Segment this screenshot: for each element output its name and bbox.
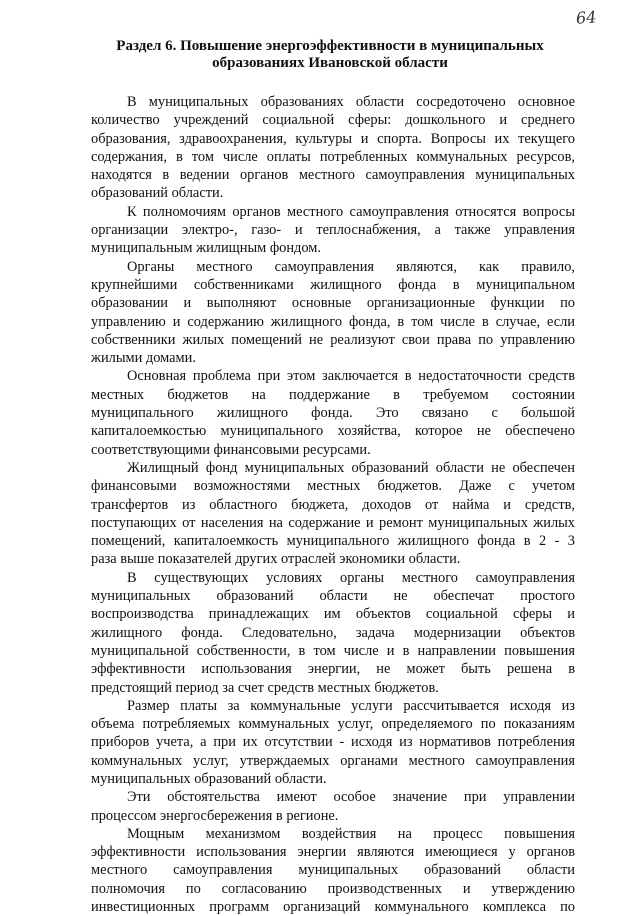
paragraph-line: находятся в ведении органов местного самоуправления муниципальных [91, 167, 575, 184]
paragraph-line: процессом энергосбережения в регионе. [91, 807, 339, 824]
paragraph-line: муниципального жилищного фонда. Это связано с большой [91, 405, 575, 422]
paragraph-line: воспроизводства принадлежащих им объектов социальной сферы и [91, 606, 575, 623]
section-title-line-1: Раздел 6. Повышение энергоэффективности в муниципальных [116, 38, 544, 54]
handwritten-page-number: 64 [575, 7, 597, 28]
paragraph [91, 788, 575, 825]
section-title-line-2: образованиях Ивановской области [212, 55, 448, 71]
paragraph-line: эффективности использования энергии являются имеющиеся у органов [91, 844, 575, 861]
paragraph-line: К полномочиям органов местного самоуправления относятся вопросы [127, 203, 575, 220]
paragraph-line: образования, здравоохранения, культуры и спорта. Вопросы их текущего [91, 130, 575, 147]
paragraph-line: капиталоемкостью муниципального хозяйства, которое не обеспечено [91, 423, 575, 440]
paragraph-line: местного самоуправления муниципальных образований области [91, 862, 575, 879]
section-title [60, 38, 600, 72]
paragraph-line: Эти обстоятельства имеют особое значение при управлении [127, 789, 575, 806]
paragraph-line: муниципальным жилищным фондом. [91, 240, 321, 257]
paragraph-line: финансовыми возможностями местных бюджетов. Даже с учетом [91, 478, 575, 495]
paragraph-line: местных бюджетов на поддержание в требуемом состоянии [91, 386, 575, 403]
paragraph-line: помещений, капиталоемкость муниципального жилищного фонда в 2 - 3 [91, 533, 575, 550]
paragraph [91, 367, 575, 458]
paragraph-line: организации электро-, газо- и теплоснабжения, а также управления [91, 222, 575, 239]
paragraph [91, 697, 575, 788]
paragraph-line: предстоящий период за счет средств местных бюджетов. [91, 679, 439, 696]
paragraph-line: Размер платы за коммунальные услуги рассчитывается исходя из [127, 697, 575, 714]
paragraph [91, 459, 575, 569]
paragraph-line: управлению и содержанию жилищного фонда, в том числе в случае, если [91, 313, 575, 330]
paragraph-line: приборов учета, а при их отсутствии - исходя из нормативов потребления [91, 734, 575, 751]
paragraph-line: поступающих от населения на содержание и ремонт муниципальных жилых [91, 514, 575, 531]
paragraph-line: В существующих условиях органы местного самоуправления [127, 569, 575, 586]
paragraph [91, 825, 575, 916]
paragraph-line: трансфертов из областного бюджета, доходов от найма и средств, [91, 496, 575, 513]
paragraph-line: содержания, в том числе оплаты потребленных коммунальных ресурсов, [91, 148, 575, 165]
paragraph-line: жилыми домами. [91, 350, 196, 367]
paragraph-line: собственники жилых помещений не реализуют свои права по управлению [91, 331, 575, 348]
paragraph-line: инвестиционных программ организаций коммунального комплекса по [91, 899, 575, 916]
paragraph-line: коммунальных услуг, утверждаемых органами местного самоуправления [91, 752, 575, 769]
paragraph-line: муниципальных образований области. [91, 770, 327, 787]
paragraph-line: раза выше показателей других отраслей экономики области. [91, 551, 461, 568]
paragraph [91, 569, 575, 697]
paragraph [91, 203, 575, 258]
paragraph-line: эффективности использования энергии, не может быть решена в [91, 661, 575, 678]
paragraph-line: крупнейшими собственниками жилищного фонда в муниципальном [91, 276, 575, 293]
paragraph-line: муниципальной собственности, в том числе и в направлении повышения [91, 642, 575, 659]
paragraph-line: жилищного фонда. Следовательно, задача модернизации объектов [91, 624, 575, 641]
paragraph-line: образований области. [91, 185, 224, 202]
paragraph-line: Жилищный фонд муниципальных образований области не обеспечен [127, 459, 575, 476]
paragraph-line: объема потребляемых коммунальных услуг, определяемого по показаниям [91, 716, 575, 733]
paragraph [91, 93, 575, 203]
paragraph [91, 258, 575, 368]
paragraph-line: муниципальных образований области не обеспечат простого [91, 588, 575, 605]
document-body [91, 93, 575, 916]
paragraph-line: полномочия по согласованию производственных и утверждению [91, 880, 575, 897]
paragraph-line: образовании и выполняют основные организационные функции по [91, 295, 575, 312]
paragraph-line: соответствующими финансовыми ресурсами. [91, 441, 371, 458]
paragraph-line: количество учреждений социальной сферы: дошкольного и среднего [91, 112, 575, 129]
paragraph-line: Органы местного самоуправления являются, как правило, [127, 258, 575, 275]
paragraph-line: Основная проблема при этом заключается в недостаточности средств [127, 368, 575, 385]
paragraph-line: В муниципальных образованиях области сосредоточено основное [127, 94, 575, 110]
paragraph-line: Мощным механизмом воздействия на процесс повышения [127, 825, 575, 842]
